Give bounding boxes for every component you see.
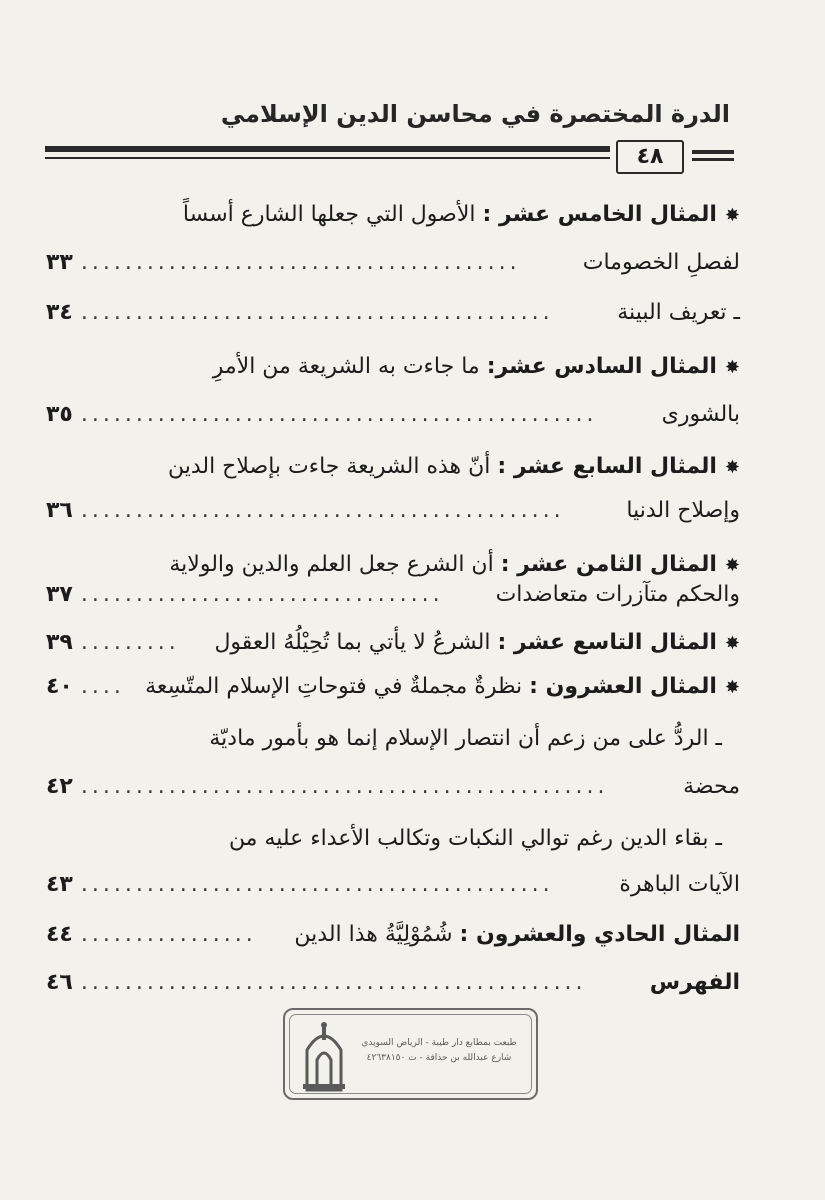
toc-entry-title: الأصول التي جعلها الشارع أسساً: [182, 202, 476, 227]
toc-entry: [40, 626, 740, 660]
toc-leader-dots: ................................................: [80, 774, 609, 799]
toc-entry: [40, 670, 740, 704]
toc-entry-text: [183, 198, 740, 233]
toc-entry-title: أنّ هذه الشريعة جاءت بإصلاح الدين: [167, 454, 491, 479]
bullet-star-icon: ✸: [724, 633, 740, 654]
toc-entry: [40, 494, 740, 528]
mosque-logo-icon: [299, 1020, 349, 1092]
toc-entry-label: المثال الثامن عشر :: [500, 552, 717, 577]
toc-entry-label: المثال الحادي والعشرون :: [459, 922, 740, 947]
toc-page-number: ٤٦: [46, 970, 73, 995]
stamp-line-2: شارع عبدالله بن حذافة - ت ٤٢٦٣٨١٥٠: [366, 1053, 512, 1063]
toc-entry-text: [145, 670, 740, 705]
toc-page-number: ٤٤: [46, 922, 73, 947]
toc-entry-text: [619, 868, 740, 902]
toc-page-number: ٣٩: [46, 630, 73, 655]
toc-entry: [40, 966, 740, 1000]
toc-page-number: ٤٢: [46, 774, 73, 799]
toc-page-number: ٣٧: [46, 582, 73, 607]
toc-entry-title: بالشورى: [661, 402, 740, 427]
toc-entry-title: ـ الردُّ على من زعم أن انتصار الإسلام إنما هو بأمور ماديّة: [209, 726, 722, 751]
toc-entry-title: لفصلِ الخصومات: [582, 250, 740, 275]
toc-page-number: ٣٥: [46, 402, 73, 427]
toc-entry-title: شُمُوْلِيَّةُ هذا الدين: [294, 922, 453, 947]
toc-leader-dots: ...........................................: [80, 300, 554, 325]
running-header-title: الدرة المختصرة في محاسن الدين الإسلامي: [220, 100, 730, 128]
stamp-text: [353, 1036, 525, 1066]
toc-entry-text: [214, 626, 740, 661]
toc-entry-text: [294, 918, 740, 952]
toc-entry: [40, 548, 740, 582]
toc-entry-text: [583, 246, 740, 280]
toc-entry-title: ما جاءت به الشريعة من الأمرِ: [212, 354, 480, 379]
toc-page-number: ٣٤: [46, 300, 73, 325]
toc-entry-title: نظرةٌ مجملةٌ في فتوحاتِ الإسلام المتّسِعة: [145, 674, 523, 699]
toc-entry-label: المثال السابع عشر :: [497, 454, 717, 479]
toc-entry: [40, 198, 740, 232]
page-number-box: ٤٨: [616, 140, 684, 174]
toc-entry: [40, 722, 740, 756]
toc-entry-title: ـ بقاء الدين رغم توالي النكبات وتكالب الأعداء عليه من: [228, 826, 722, 851]
toc-entry-title: الشرعُ لا يأتي بما تُحِيْلُهُ العقول: [214, 630, 491, 655]
toc-entry-title: والحكم متآزرات متعاضدات: [495, 582, 740, 607]
toc-entry-text: [626, 494, 740, 528]
toc-entry-text: [168, 450, 740, 485]
toc-page-number: ٤٣: [46, 872, 73, 897]
toc-entry-text: [229, 822, 722, 856]
bullet-star-icon: ✸: [724, 555, 740, 576]
toc-leader-dots: ........................................: [80, 250, 521, 275]
bullet-star-icon: ✸: [724, 357, 740, 378]
printer-stamp: [283, 1008, 538, 1100]
toc-entry-title: الآيات الباهرة: [619, 872, 740, 897]
toc-entry-title: وإصلاح الدنيا: [626, 498, 740, 523]
toc-entry-text: [209, 722, 722, 756]
toc-entry-label: المثال السادس عشر:: [486, 354, 717, 379]
toc-entry: [40, 450, 740, 484]
toc-entry-text: [662, 398, 740, 432]
bullet-star-icon: ✸: [724, 457, 740, 478]
toc-entry: [40, 246, 740, 280]
toc-leader-dots: .........: [80, 630, 180, 655]
toc-entry-text: [496, 578, 740, 612]
toc-entry: [40, 398, 740, 432]
toc-entry-title: محضة: [683, 774, 740, 799]
toc-entry: [40, 770, 740, 804]
toc-leader-dots: ............................................: [80, 498, 565, 523]
toc-entry-title: أن الشرع جعل العلم والدين والولاية: [169, 552, 494, 577]
toc-entry-label: الفهرس: [649, 970, 740, 995]
bullet-star-icon: ✸: [724, 205, 740, 226]
toc-page-number: ٣٣: [46, 250, 73, 275]
toc-leader-dots: ...............................................: [80, 402, 598, 427]
toc-entry: [40, 296, 740, 330]
toc-leader-dots: ..............................................: [80, 970, 587, 995]
toc-leader-dots: ....: [80, 674, 125, 699]
bullet-star-icon: ✸: [724, 677, 740, 698]
toc-entry: [40, 822, 740, 856]
toc-entry-label: المثال الخامس عشر :: [482, 202, 717, 227]
toc-leader-dots: ...........................................: [80, 872, 554, 897]
toc-entry-label: المثال التاسع عشر :: [497, 630, 717, 655]
toc-entry-text: [617, 296, 740, 330]
toc-entry-text: [213, 350, 740, 385]
toc-entry: [40, 868, 740, 902]
toc-page-number: ٣٦: [46, 498, 73, 523]
toc-leader-dots: ................: [80, 922, 257, 947]
toc-entry-title: ـ تعريف البينة: [617, 300, 740, 325]
toc-entry: [40, 578, 740, 612]
toc-entry-text: [650, 966, 740, 1000]
toc-entry-label: المثال العشرون :: [529, 674, 717, 699]
toc-entry: [40, 918, 740, 952]
toc-page-number: ٤٠: [46, 674, 73, 699]
toc-entry: [40, 350, 740, 384]
toc-entry-text: [683, 770, 740, 804]
toc-leader-dots: .................................: [80, 582, 444, 607]
stamp-line-1: طبعت بمطابع دار طيبة - الرياض السويدي: [361, 1038, 517, 1048]
